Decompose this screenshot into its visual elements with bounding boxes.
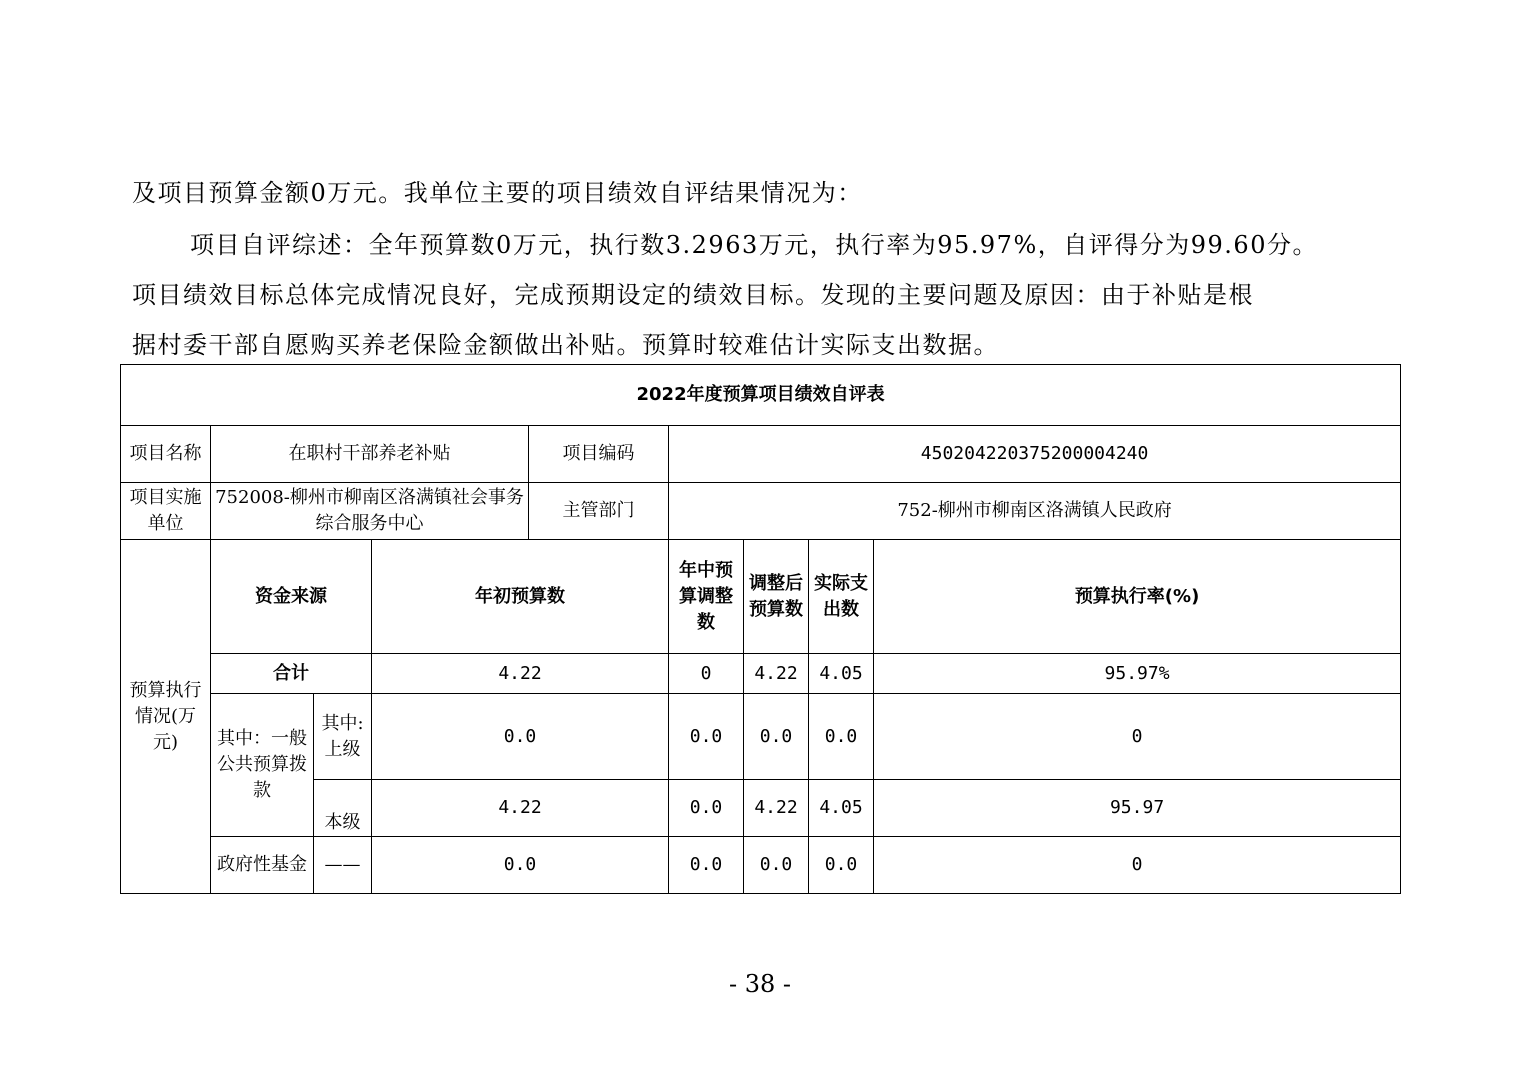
paragraph-1: 及项目预算金额0万元。我单位主要的项目绩效自评结果情况为： bbox=[132, 179, 863, 207]
impl-unit-label: 项目实施单位 bbox=[121, 483, 211, 540]
paragraph-4: 据村委干部自愿购买养老保险金额做出补贴。预算时较难估计实际支出数据。 bbox=[132, 331, 999, 359]
fund-sub: —— bbox=[314, 837, 372, 894]
header-adjusted: 调整后预算数 bbox=[744, 540, 809, 654]
fund-label: 政府性基金 bbox=[211, 837, 314, 894]
upper-adjusted: 0.0 bbox=[744, 694, 809, 780]
total-midyear: 0 bbox=[669, 654, 744, 694]
page-number: - 38 - bbox=[728, 970, 791, 998]
local-midyear: 0.0 bbox=[669, 780, 744, 837]
fund-rate: 0 bbox=[874, 837, 1401, 894]
total-initial: 4.22 bbox=[372, 654, 669, 694]
header-rate: 预算执行率(%) bbox=[874, 540, 1401, 654]
total-label: 合计 bbox=[211, 654, 372, 694]
table-row bbox=[121, 780, 1401, 837]
table-row bbox=[121, 694, 1401, 780]
general-budget-label: 其中：一般公共预算拨款 bbox=[211, 694, 314, 837]
dept-value: 752-柳州市柳南区洛满镇人民政府 bbox=[669, 483, 1401, 540]
header-midyear: 年中预算调整数 bbox=[669, 540, 744, 654]
local-actual: 4.05 bbox=[809, 780, 874, 837]
paragraph-2: 项目自评综述：全年预算数0万元，执行数3.2963万元，执行率为95.97%，自评得分为99.60分。 bbox=[190, 231, 1318, 259]
upper-initial: 0.0 bbox=[372, 694, 669, 780]
upper-actual: 0.0 bbox=[809, 694, 874, 780]
paragraph-3: 项目绩效目标总体完成情况良好，完成预期设定的绩效目标。发现的主要问题及原因：由于补贴是根 bbox=[132, 281, 1254, 309]
table-row bbox=[121, 837, 1401, 894]
dept-label: 主管部门 bbox=[529, 483, 669, 540]
table-row bbox=[121, 654, 1401, 694]
budget-section-label: 预算执行情况(万元) bbox=[121, 540, 211, 894]
fund-actual: 0.0 bbox=[809, 837, 874, 894]
project-name-label: 项目名称 bbox=[121, 426, 211, 483]
total-rate: 95.97% bbox=[874, 654, 1401, 694]
header-source: 资金来源 bbox=[211, 540, 372, 654]
project-code-value: 450204220375200004240 bbox=[669, 426, 1401, 483]
project-code-label: 项目编码 bbox=[529, 426, 669, 483]
impl-unit-value: 752008-柳州市柳南区洛满镇社会事务综合服务中心 bbox=[211, 483, 529, 540]
fund-initial: 0.0 bbox=[372, 837, 669, 894]
project-name-value: 在职村干部养老补贴 bbox=[211, 426, 529, 483]
local-rate: 95.97 bbox=[874, 780, 1401, 837]
local-label: 本级 bbox=[314, 780, 372, 837]
fund-adjusted: 0.0 bbox=[744, 837, 809, 894]
total-actual: 4.05 bbox=[809, 654, 874, 694]
upper-rate: 0 bbox=[874, 694, 1401, 780]
fund-midyear: 0.0 bbox=[669, 837, 744, 894]
local-adjusted: 4.22 bbox=[744, 780, 809, 837]
upper-midyear: 0.0 bbox=[669, 694, 744, 780]
evaluation-grid bbox=[120, 364, 1401, 894]
header-actual: 实际支出数 bbox=[809, 540, 874, 654]
total-adjusted: 4.22 bbox=[744, 654, 809, 694]
local-initial: 4.22 bbox=[372, 780, 669, 837]
header-initial: 年初预算数 bbox=[372, 540, 669, 654]
table-title: 2022年度预算项目绩效自评表 bbox=[121, 365, 1401, 426]
upper-label: 其中:上级 bbox=[314, 694, 372, 780]
